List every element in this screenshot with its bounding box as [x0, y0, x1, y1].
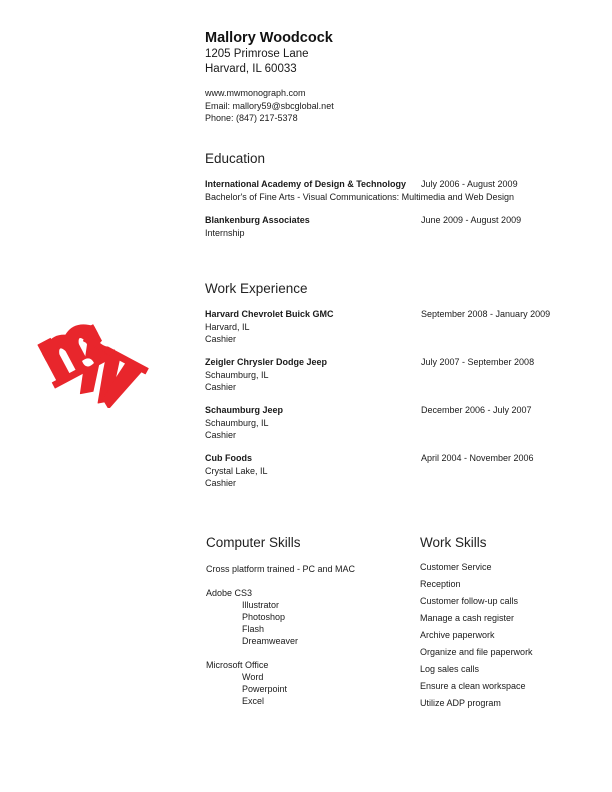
education-date-2: June 2009 - August 2009	[421, 215, 522, 225]
office-label: Microsoft Office	[206, 660, 269, 670]
work-location-4: Crystal Lake, IL	[205, 466, 268, 476]
work-skill-item: Customer follow-up calls	[420, 596, 519, 606]
address-line-2: Harvard, IL 60033	[205, 63, 297, 75]
education-date-1: July 2006 - August 2009	[421, 179, 518, 189]
work-date-4: April 2004 - November 2006	[421, 453, 534, 463]
resume-name: Mallory Woodcock	[205, 30, 333, 46]
education-org-2: Blankenburg Associates	[205, 215, 310, 225]
phone-number: Phone: (847) 217-5378	[205, 113, 298, 123]
work-skill-item: Organize and file paperwork	[420, 647, 533, 657]
adobe-item: Photoshop	[242, 612, 286, 622]
website-link[interactable]: www.mwmonograph.com	[205, 88, 306, 98]
office-item: Excel	[242, 696, 265, 706]
cross-platform-text: Cross platform trained - PC and MAC	[206, 564, 356, 574]
work-skill-item: Manage a cash register	[420, 613, 515, 623]
adobe-group	[206, 587, 298, 647]
work-date-2: July 2007 - September 2008	[421, 357, 535, 367]
adobe-items	[206, 599, 298, 647]
work-skill-item: Utilize ADP program	[420, 698, 501, 708]
office-item: Word	[242, 672, 264, 682]
work-role-4: Cashier	[205, 478, 237, 488]
work-experience-heading: Work Experience	[205, 281, 308, 296]
contact-block	[205, 87, 334, 125]
work-skill-item: Reception	[420, 579, 461, 589]
work-skills-heading: Work Skills	[420, 535, 487, 550]
work-skill-item: Customer Service	[420, 562, 492, 572]
adobe-item: Dreamweaver	[242, 636, 299, 646]
work-role-1: Cashier	[205, 334, 237, 344]
work-entry-1	[205, 321, 250, 345]
office-item: Powerpoint	[242, 684, 288, 694]
education-org-1: International Academy of Design & Technology	[205, 179, 407, 189]
address-block	[205, 47, 309, 77]
work-entry-4	[205, 465, 268, 489]
work-org-4: Cub Foods	[205, 453, 252, 463]
work-skills-list	[420, 559, 533, 712]
work-location-1: Harvard, IL	[205, 322, 250, 332]
work-org-1: Harvard Chevrolet Buick GMC	[205, 309, 334, 319]
work-entry-3	[205, 417, 269, 441]
address-line-1: 1205 Primrose Lane	[205, 48, 309, 60]
computer-skills-heading: Computer Skills	[206, 535, 301, 550]
adobe-item: Illustrator	[242, 600, 280, 610]
mw-monogram-logo	[30, 283, 165, 408]
work-role-2: Cashier	[205, 382, 237, 392]
education-detail-1: Bachelor's of Fine Arts - Visual Communications: Multimedia and Web Design	[205, 192, 515, 202]
work-role-3: Cashier	[205, 430, 237, 440]
work-location-3: Schaumburg, IL	[205, 418, 269, 428]
work-org-2: Zeigler Chrysler Dodge Jeep	[205, 357, 328, 367]
work-date-1: September 2008 - January 2009	[421, 309, 551, 319]
adobe-item: Flash	[242, 624, 265, 634]
education-heading: Education	[205, 151, 266, 166]
work-date-3: December 2006 - July 2007	[421, 405, 532, 415]
adobe-label: Adobe CS3	[206, 588, 253, 598]
office-items	[206, 671, 287, 707]
work-skill-item: Log sales calls	[420, 664, 480, 674]
work-skill-item: Archive paperwork	[420, 630, 495, 640]
work-org-3: Schaumburg Jeep	[205, 405, 284, 415]
work-skill-item: Ensure a clean workspace	[420, 681, 526, 691]
education-detail-2: Internship	[205, 228, 245, 238]
work-location-2: Schaumburg, IL	[205, 370, 269, 380]
email-link[interactable]: Email: mallory59@sbcglobal.net	[205, 100, 334, 111]
work-entry-2	[205, 369, 269, 393]
office-group	[206, 659, 287, 707]
